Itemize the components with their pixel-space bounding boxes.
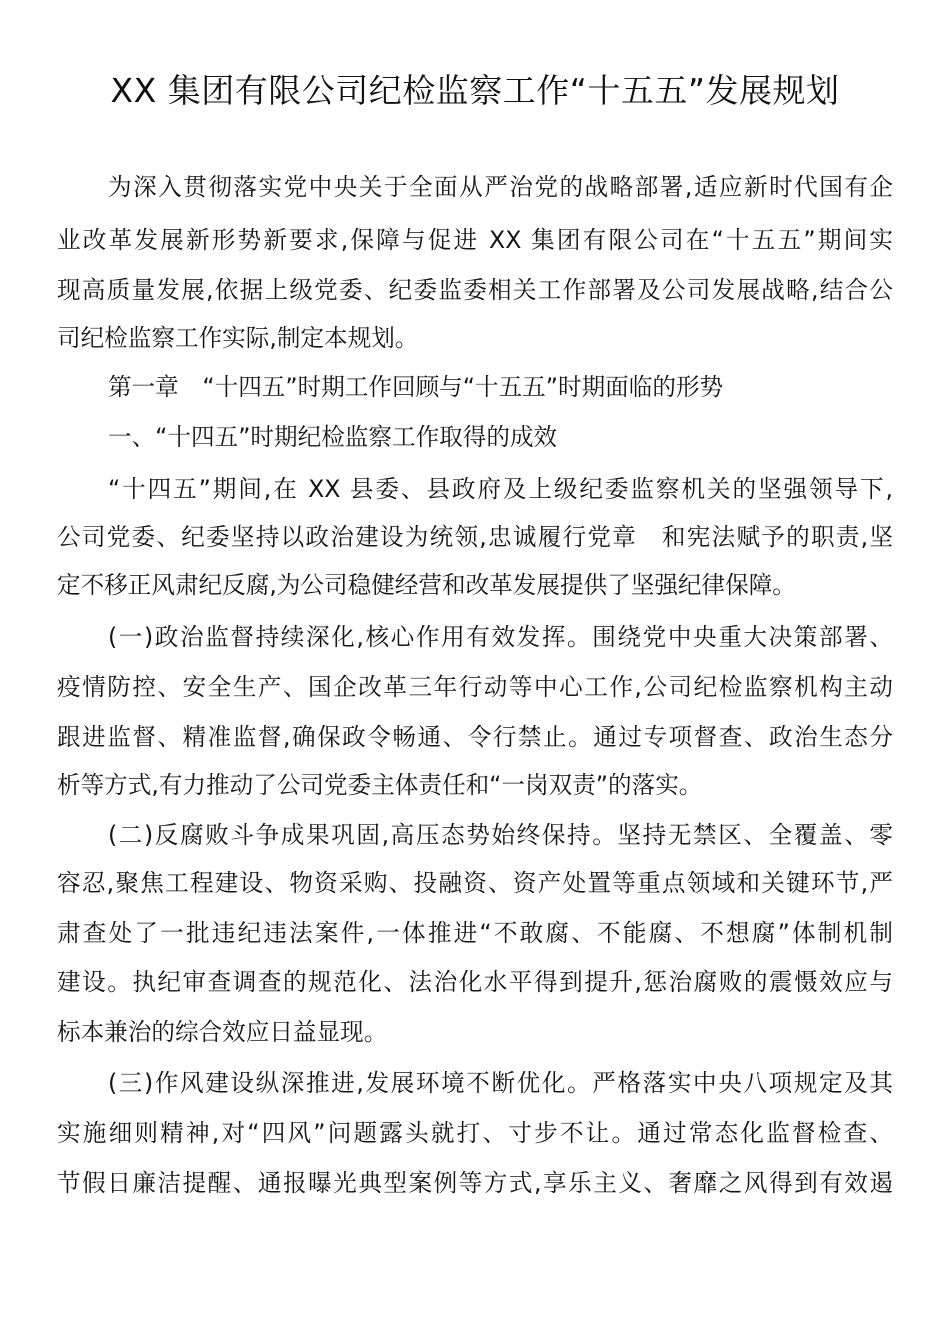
document-title: XX 集团有限公司纪检监察工作“十五五”发展规划 (110, 71, 840, 110)
paragraph-line: (一)政治监督持续深化,核心作用有效发挥。围绕党中央重大决策部署、 (108, 623, 893, 651)
paragraph-line: 业改革发展新形势新要求,保障与促进 XX 集团有限公司在“十五五”期间实 (57, 226, 893, 254)
paragraph-line: 建设。执纪审查调查的规范化、法治化水平得到提升,惩治腐败的震慑效应与 (57, 968, 893, 996)
paragraph-line: 公司党委、纪委坚持以政治建设为统领,忠诚履行党章 和宪法赋予的职责,坚 (57, 523, 893, 551)
paragraph-line: 节假日廉洁提醒、通报曝光典型案例等方式,享乐主义、奢靡之风得到有效遏 (57, 1169, 893, 1197)
paragraph-line: 司纪检监察工作实际,制定本规划。 (57, 324, 419, 352)
paragraph-line: 标本兼治的综合效应日益显现。 (57, 1018, 388, 1046)
paragraph-line: (二)反腐败斗争成果巩固,高压态势始终保持。坚持无禁区、全覆盖、零 (108, 821, 893, 849)
paragraph-line: 析等方式,有力推动了公司党委主体责任和“一岗双责”的落实。 (57, 771, 703, 799)
paragraph-line: 容忍,聚焦工程建设、物资采购、投融资、资产处置等重点领域和关键环节,严 (57, 869, 893, 897)
section-heading: 一、“十四五”时期纪检监察工作取得的成效 (108, 423, 558, 451)
paragraph-line: 为深入贯彻落实党中央关于全面从严治党的战略部署,适应新时代国有企 (108, 173, 893, 201)
chapter-heading: 第一章 “十四五”时期工作回顾与“十五五”时期面临的形势 (108, 373, 724, 401)
paragraph-line: 实施细则精神,对“四风”问题露头就打、寸步不让。通过常态化监督检查、 (57, 1119, 893, 1147)
paragraph-line: 现高质量发展,依据上级党委、纪委监委相关工作部署及公司发展战略,结合公 (57, 276, 893, 304)
paragraph-line: 疫情防控、安全生产、国企改革三年行动等中心工作,公司纪检监察机构主动 (57, 673, 893, 701)
paragraph-line: 定不移正风肃纪反腐,为公司稳健经营和改革发展提供了坚强纪律保障。 (57, 571, 796, 599)
paragraph-line: (三)作风建设纵深推进,发展环境不断优化。严格落实中央八项规定及其 (108, 1069, 893, 1097)
paragraph-line: 肃查处了一批违纪违法案件,一体推进“不敢腐、不能腐、不想腐”体制机制 (57, 919, 893, 947)
paragraph-line: “十四五”期间,在 XX 县委、县政府及上级纪委监察机关的坚强领导下, (108, 475, 893, 503)
paragraph-line: 跟进监督、精准监督,确保政令畅通、令行禁止。通过专项督查、政治生态分 (57, 723, 893, 751)
